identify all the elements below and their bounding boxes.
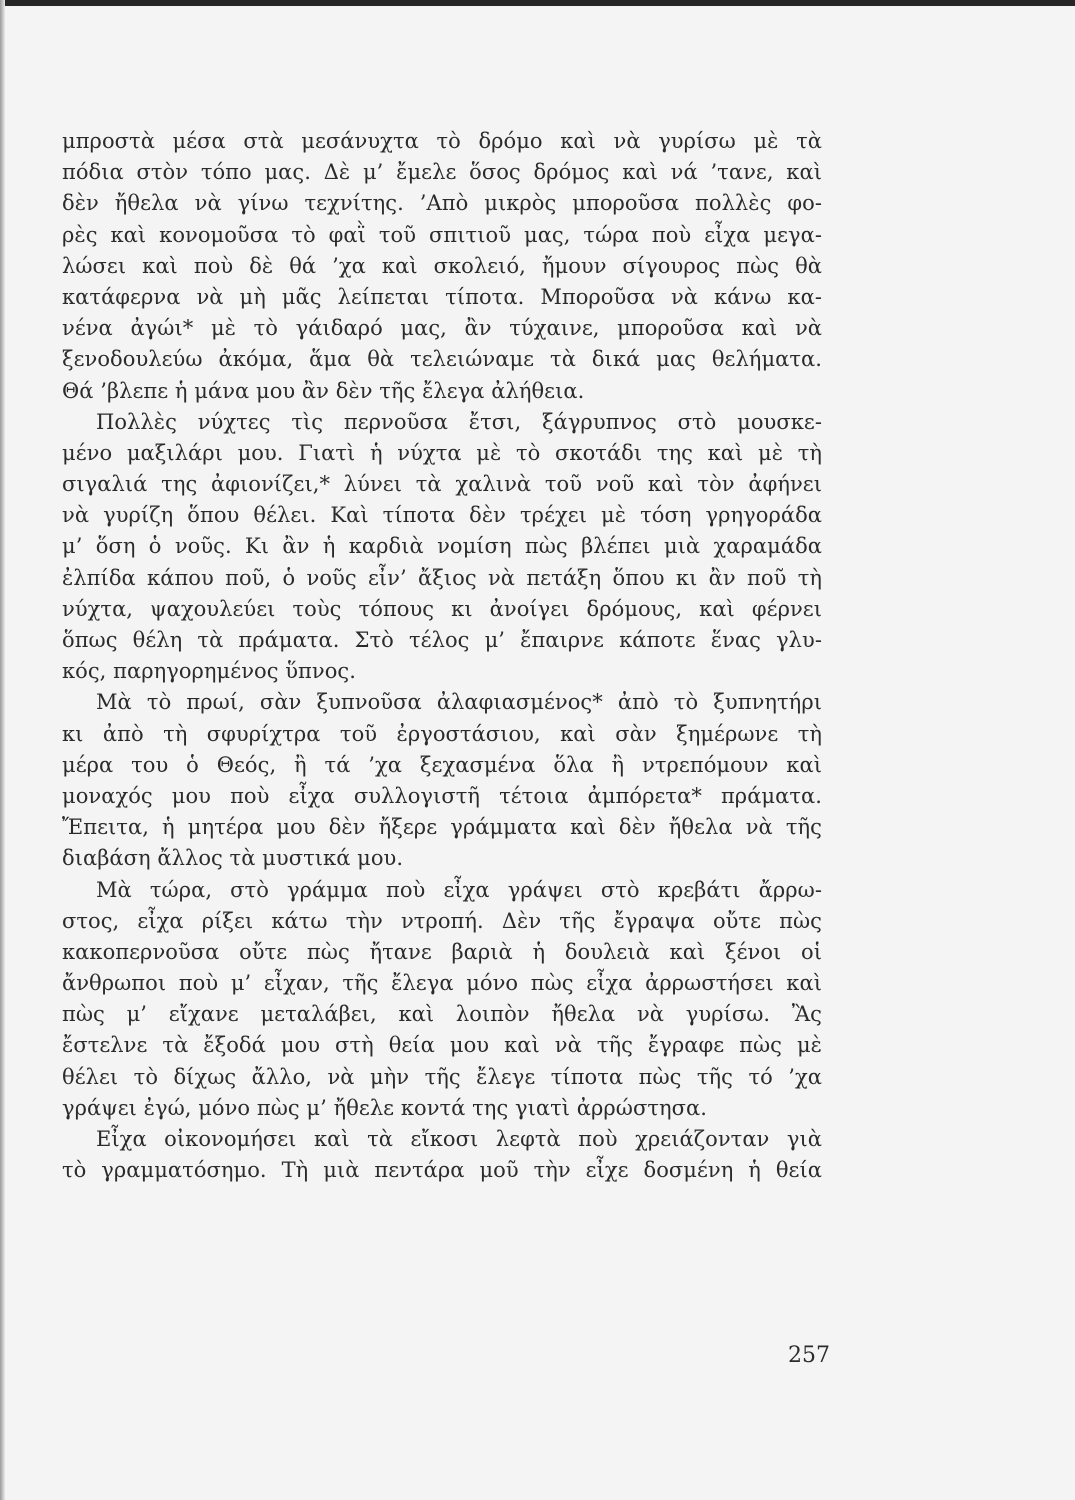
text-line: πὼς μ’ εἴχανε μεταλάβει, καὶ λοιπὸν ἤθελα νὰ γυρίσω. Ἂς [62, 1002, 822, 1027]
paragraph-start-line: Πολλὲς νύχτες τὶς περνοῦσα ἔτσι, ξάγρυπνος στὸ μουσκε- [96, 409, 822, 434]
text-line: κατάφερνα νὰ μὴ μᾶς λείπεται τίποτα. Μποροῦσα νὰ κάνω κα- [62, 284, 822, 309]
text-line: μένο μαξιλάρι μου. Γιατὶ ἡ νύχτα μὲ τὸ σκοτάδι της καὶ μὲ τὴ [62, 440, 822, 465]
text-line: μ’ ὅση ὁ νοῦς. Κι ἂν ἡ καρδιὰ νομίση πὼς βλέπει μιὰ χαραμάδα [62, 534, 822, 559]
paragraph-end-line: διαβάση ἄλλος τὰ μυστικά μου. [62, 846, 404, 871]
text-line: μέρα του ὁ Θεός, ἢ τά ’χα ξεχασμένα ὅλα ἢ ντρεπόμουν καὶ [62, 752, 822, 777]
text-line: τὸ γραμματόσημο. Τὴ μιὰ πεντάρα μοῦ τὴν εἶχε δοσμένη ἡ θεία [62, 1158, 822, 1183]
paragraph-end-line: γράψει ἐγώ, μόνο πὼς μ’ ἤθελε κοντά της γιατὶ ἀρρώστησα. [62, 1095, 707, 1120]
scan-top-edge [0, 0, 1075, 6]
paragraph-end-line: Θά ’βλεπε ἡ μάνα μου ἂν δὲν τῆς ἔλεγα ἀλήθεια. [62, 378, 585, 403]
text-line: ἄνθρωποι ποὺ μ’ εἶχαν, τῆς ἔλεγα μόνο πὼς εἶχα ἀρρωστήσει καὶ [62, 971, 822, 996]
text-line: πόδια στὸν τόπο μας. Δὲ μ’ ἔμελε ὅσος δρόμος καὶ νά ’τανε, καὶ [62, 160, 822, 185]
text-line: σιγαλιά της ἀφιονίζει,* λύνει τὰ χαλινὰ τοῦ νοῦ καὶ τὸν ἀφήνει [62, 472, 822, 497]
scan-left-edge [0, 0, 5, 1500]
paragraph-end-line: κός, παρηγορημένος ὕπνος. [62, 659, 356, 684]
text-line: λώσει καὶ ποὺ δὲ θά ’χα καὶ σκολειό, ἤμουν σίγουρος πὼς θὰ [62, 253, 822, 278]
text-line: νὰ γυρίζη ὅπου θέλει. Καὶ τίποτα δὲν τρέχει μὲ τόση γρηγοράδα [62, 503, 822, 528]
text-line: νύχτα, ψαχουλεύει τοὺς τόπους κι ἀνοίγει δρόμους, καὶ φέρνει [62, 596, 822, 621]
text-line: μοναχός μου ποὺ εἶχα συλλογιστῆ τέτοια ἀμπόρετα* πράματα. [62, 783, 822, 808]
paragraph-start-line: Μὰ τὸ πρωί, σὰν ξυπνοῦσα ἀλαφιασμένος* ἀπὸ τὸ ξυπνητήρι [96, 690, 822, 715]
paragraph-start-line: Μὰ τώρα, στὸ γράμμα ποὺ εἶχα γράψει στὸ κρεβάτι ἄρρω- [96, 877, 822, 902]
text-line: θέλει τὸ δίχως ἄλλο, νὰ μὴν τῆς ἔλεγε τίποτα πὼς τῆς τό ’χα [62, 1064, 822, 1089]
paragraph-start-line: Εἶχα οἰκονομήσει καὶ τὰ εἴκοσι λεφτὰ ποὺ χρειάζονταν γιὰ [96, 1127, 822, 1151]
text-line: ἐλπίδα κάπου ποῦ, ὁ νοῦς εἶν’ ἄξιος νὰ πετάξη ὅπου κι ἂν ποῦ τὴ [62, 565, 822, 590]
text-line: στος, εἶχα ρίξει κάτω τὴν ντροπή. Δὲν τῆς ἔγραψα οὔτε πὼς [62, 908, 822, 933]
text-line: ἔστελνε τὰ ἔξοδά μου στὴ θεία μου καὶ νὰ τῆς ἔγραφε πὼς μὲ [62, 1033, 822, 1058]
text-line: ρὲς καὶ κονομοῦσα τὸ φαῒ τοῦ σπιτιοῦ μας, τώρα ποὺ εἶχα μεγα- [62, 222, 822, 247]
text-line: κι ἀπὸ τὴ σφυρίχτρα τοῦ ἐργοστάσιου, καὶ σὰν ξημέρωνε τὴ [62, 721, 822, 746]
text-line: δὲν ἤθελα νὰ γίνω τεχνίτης. ’Απὸ μικρὸς μποροῦσα πολλὲς φο- [62, 191, 822, 216]
text-line: ὅπως θέλη τὰ πράματα. Στὸ τέλος μ’ ἔπαιρνε κάποτε ἕνας γλυ- [62, 628, 822, 652]
body-text [62, 126, 822, 1186]
text-line: μπροστὰ μέσα στὰ μεσάνυχτα τὸ δρόμο καὶ νὰ γυρίσω μὲ τὰ [62, 129, 822, 153]
text-line: κακοπερνοῦσα οὔτε πὼς ἤτανε βαριὰ ἡ δουλειὰ καὶ ξένοι οἱ [62, 939, 822, 964]
text-line: ξενοδουλεύω ἀκόμα, ἅμα θὰ τελειώναμε τὰ δικά μας θελήματα. [62, 347, 822, 372]
text-line: Ἔπειτα, ἡ μητέρα μου δὲν ἤξερε γράμματα καὶ δὲν ἤθελα νὰ τῆς [62, 815, 822, 840]
text-line: νένα ἀγώι* μὲ τὸ γάιδαρό μας, ἂν τύχαινε, μποροῦσα καὶ νὰ [62, 316, 822, 341]
page-number: 257 [788, 1343, 830, 1368]
